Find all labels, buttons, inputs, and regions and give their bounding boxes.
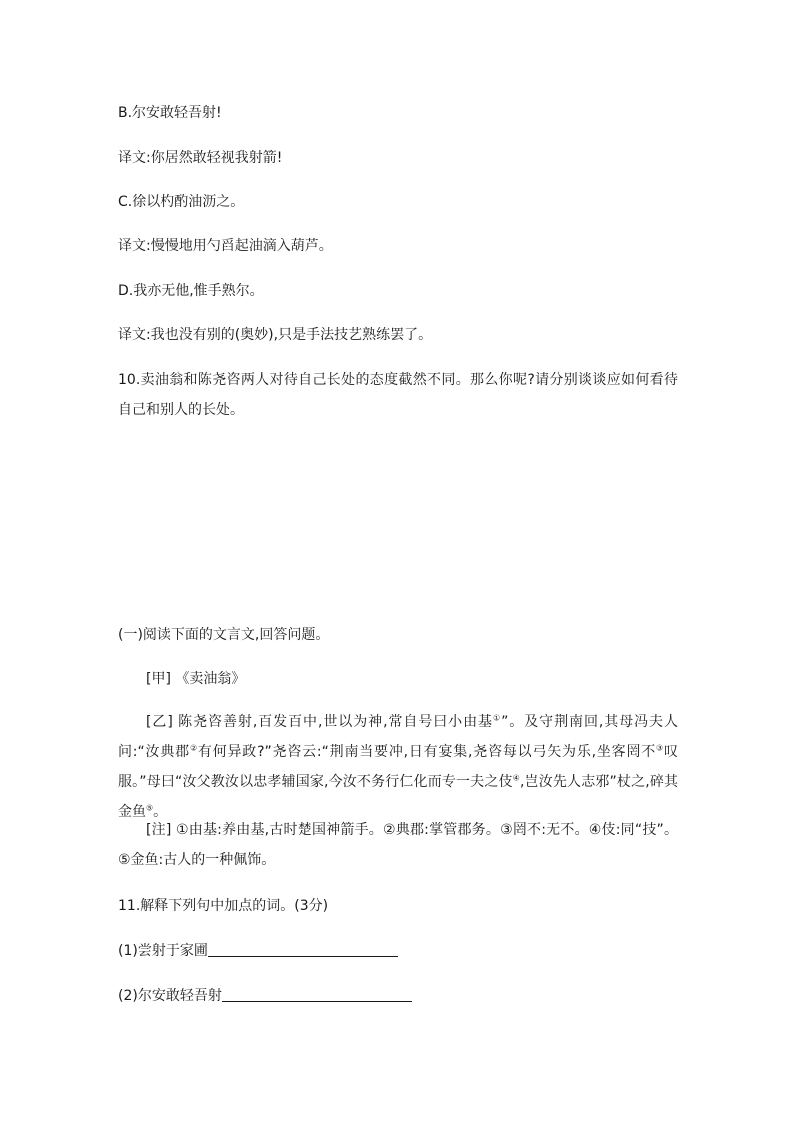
annotation-notes: [注] ①由基:养由基,古时楚国神箭手。②典郡:掌管郡务。③罔不:无不。④伎:同“技”。⑤金鱼:古人的一种佩饰。	[118, 822, 678, 868]
answer-blank-2[interactable]	[222, 987, 412, 1002]
passage-yi-text-4: 叹服。”母曰“汝父教汝以忠孝辅国家,今汝不务行仁化而专一夫之伎	[118, 744, 678, 790]
footnote-marker-5: ⑤	[146, 803, 154, 813]
question-11-item-1-text: (1)尝射于家圃	[118, 943, 208, 959]
passage-yi-text-6: 。	[153, 804, 168, 820]
question-11-item-1	[118, 942, 398, 959]
footnote-marker-4: ④	[512, 773, 520, 783]
passage-yi-text-3: 有何异政?”尧咨云:“荆南当要冲,日有宴集,尧咨每以弓矢为乐,坐客罔不	[197, 744, 657, 760]
question-10: 10.卖油翁和陈尧咨两人对待自己长处的态度截然不同。那么你呢?请分别谈谈应如何看待自己和别人的长处。	[118, 372, 678, 418]
option-c-translation: 译文:慢慢地用勺舀起油滴入葫芦。	[118, 238, 333, 254]
passage-yi	[118, 707, 678, 827]
option-b-translation: 译文:你居然敢轻视我射箭!	[118, 150, 283, 166]
option-b: B.尔安敢轻吾射!	[118, 105, 222, 121]
section-heading: (一)阅读下面的文言文,回答问题。	[118, 627, 330, 643]
answer-blank-1[interactable]	[208, 942, 398, 957]
footnote-marker-1: ①	[492, 713, 502, 723]
passage-yi-text-2: ”。及守荆南回,其母冯夫人问:“汝典郡	[118, 714, 678, 760]
passage-jia-title: [甲] 《卖油翁》	[146, 671, 246, 687]
passage-yi-text-5: ,岂汝先人志邪”杖之,碎其金鱼	[118, 774, 678, 820]
passage-yi-text-1: [乙] 陈尧咨善射,百发百中,世以为神,常自号曰小由基	[146, 714, 493, 730]
footnote-marker-2: ②	[189, 743, 198, 753]
footnote-marker-3: ③	[656, 743, 664, 753]
option-c: C.徐以杓酌油沥之。	[118, 194, 245, 210]
question-11-item-2	[118, 987, 412, 1004]
option-d: D.我亦无他,惟手熟尔。	[118, 283, 264, 299]
question-11-title: 11.解释下列句中加点的词。(3分)	[118, 898, 329, 914]
question-11-item-2-text: (2)尔安敢轻吾射	[118, 988, 222, 1004]
option-d-translation: 译文:我也没有别的(奥妙),只是手法技艺熟练罢了。	[118, 327, 433, 343]
